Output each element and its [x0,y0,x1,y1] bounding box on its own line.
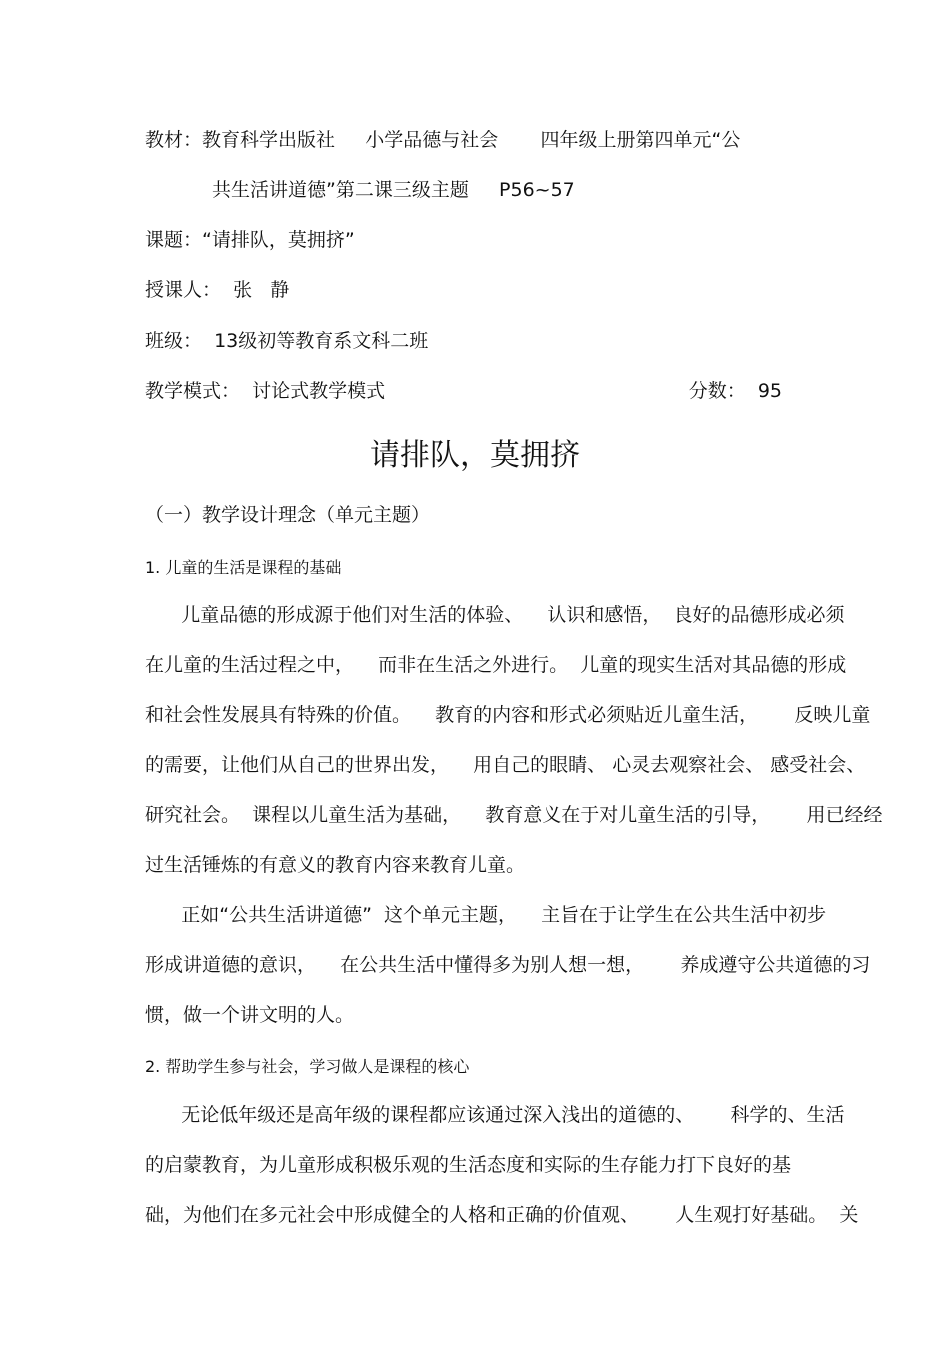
section-heading: （一）教学设计理念（单元主题） [145,504,431,526]
point-2-line-1: 无论低年级还是高年级的课程都应该通过深入浅出的道德的、 科学的、生活 [145,1104,845,1126]
textbook-line-1: 教材：教育科学出版社 小学品德与社会 四年级上册第四单元“公 [145,129,741,151]
textbook-line-2: 共生活讲道德”第二课三级主题 P56~57 [212,179,575,201]
score-label: 分数： 95 [688,380,782,402]
teacher-line: 授课人： 张 静 [145,279,290,301]
point-1-line-8: 形成讲道德的意识， 在公共生活中懂得多为别人想一想， 养成遵守公共道德的习 [145,954,871,976]
teaching-mode-line: 教学模式： 讨论式教学模式 [145,380,386,402]
point-1-line-7: 正如“公共生活讲道德” 这个单元主题， 主旨在于让学生在公共生活中初步 [145,904,827,926]
point-2-line-3: 础，为他们在多元社会中形成健全的人格和正确的价值观、 人生观打好基础。 关 [145,1204,859,1226]
class-line: 班级： 13级初等教育系文科二班 [145,330,429,352]
point-1-heading: 1. 儿童的生活是课程的基础 [145,558,342,577]
point-1-line-4: 的需要，让他们从自己的世界出发， 用自己的眼睛、 心灵去观察社会、 感受社会、 [145,754,866,776]
point-1-line-5: 研究社会。 课程以儿童生活为基础， 教育意义在于对儿童生活的引导， 用已经经 [145,804,883,826]
topic-line: 课题：“请排队，莫拥挤” [145,229,355,251]
point-1-line-1: 儿童品德的形成源于他们对生活的体验、 认识和感悟， 良好的品德形成必须 [145,604,845,626]
point-1-line-9: 惯，做一个讲文明的人。 [145,1004,355,1026]
point-1-line-3: 和社会性发展具有特殊的价值。 教育的内容和形式必须贴近儿童生活， 反映儿童 [145,704,871,726]
point-2-heading: 2. 帮助学生参与社会，学习做人是课程的核心 [145,1057,470,1076]
document-title: 请排队，莫拥挤 [370,438,580,473]
point-1-line-2: 在儿童的生活过程之中， 而非在生活之外进行。 儿童的现实生活对其品德的形成 [145,654,847,676]
point-1-line-6: 过生活锤炼的有意义的教育内容来教育儿童。 [145,854,526,876]
point-2-line-2: 的启蒙教育，为儿童形成积极乐观的生活态度和实际的生存能力打下良好的基 [145,1154,792,1176]
